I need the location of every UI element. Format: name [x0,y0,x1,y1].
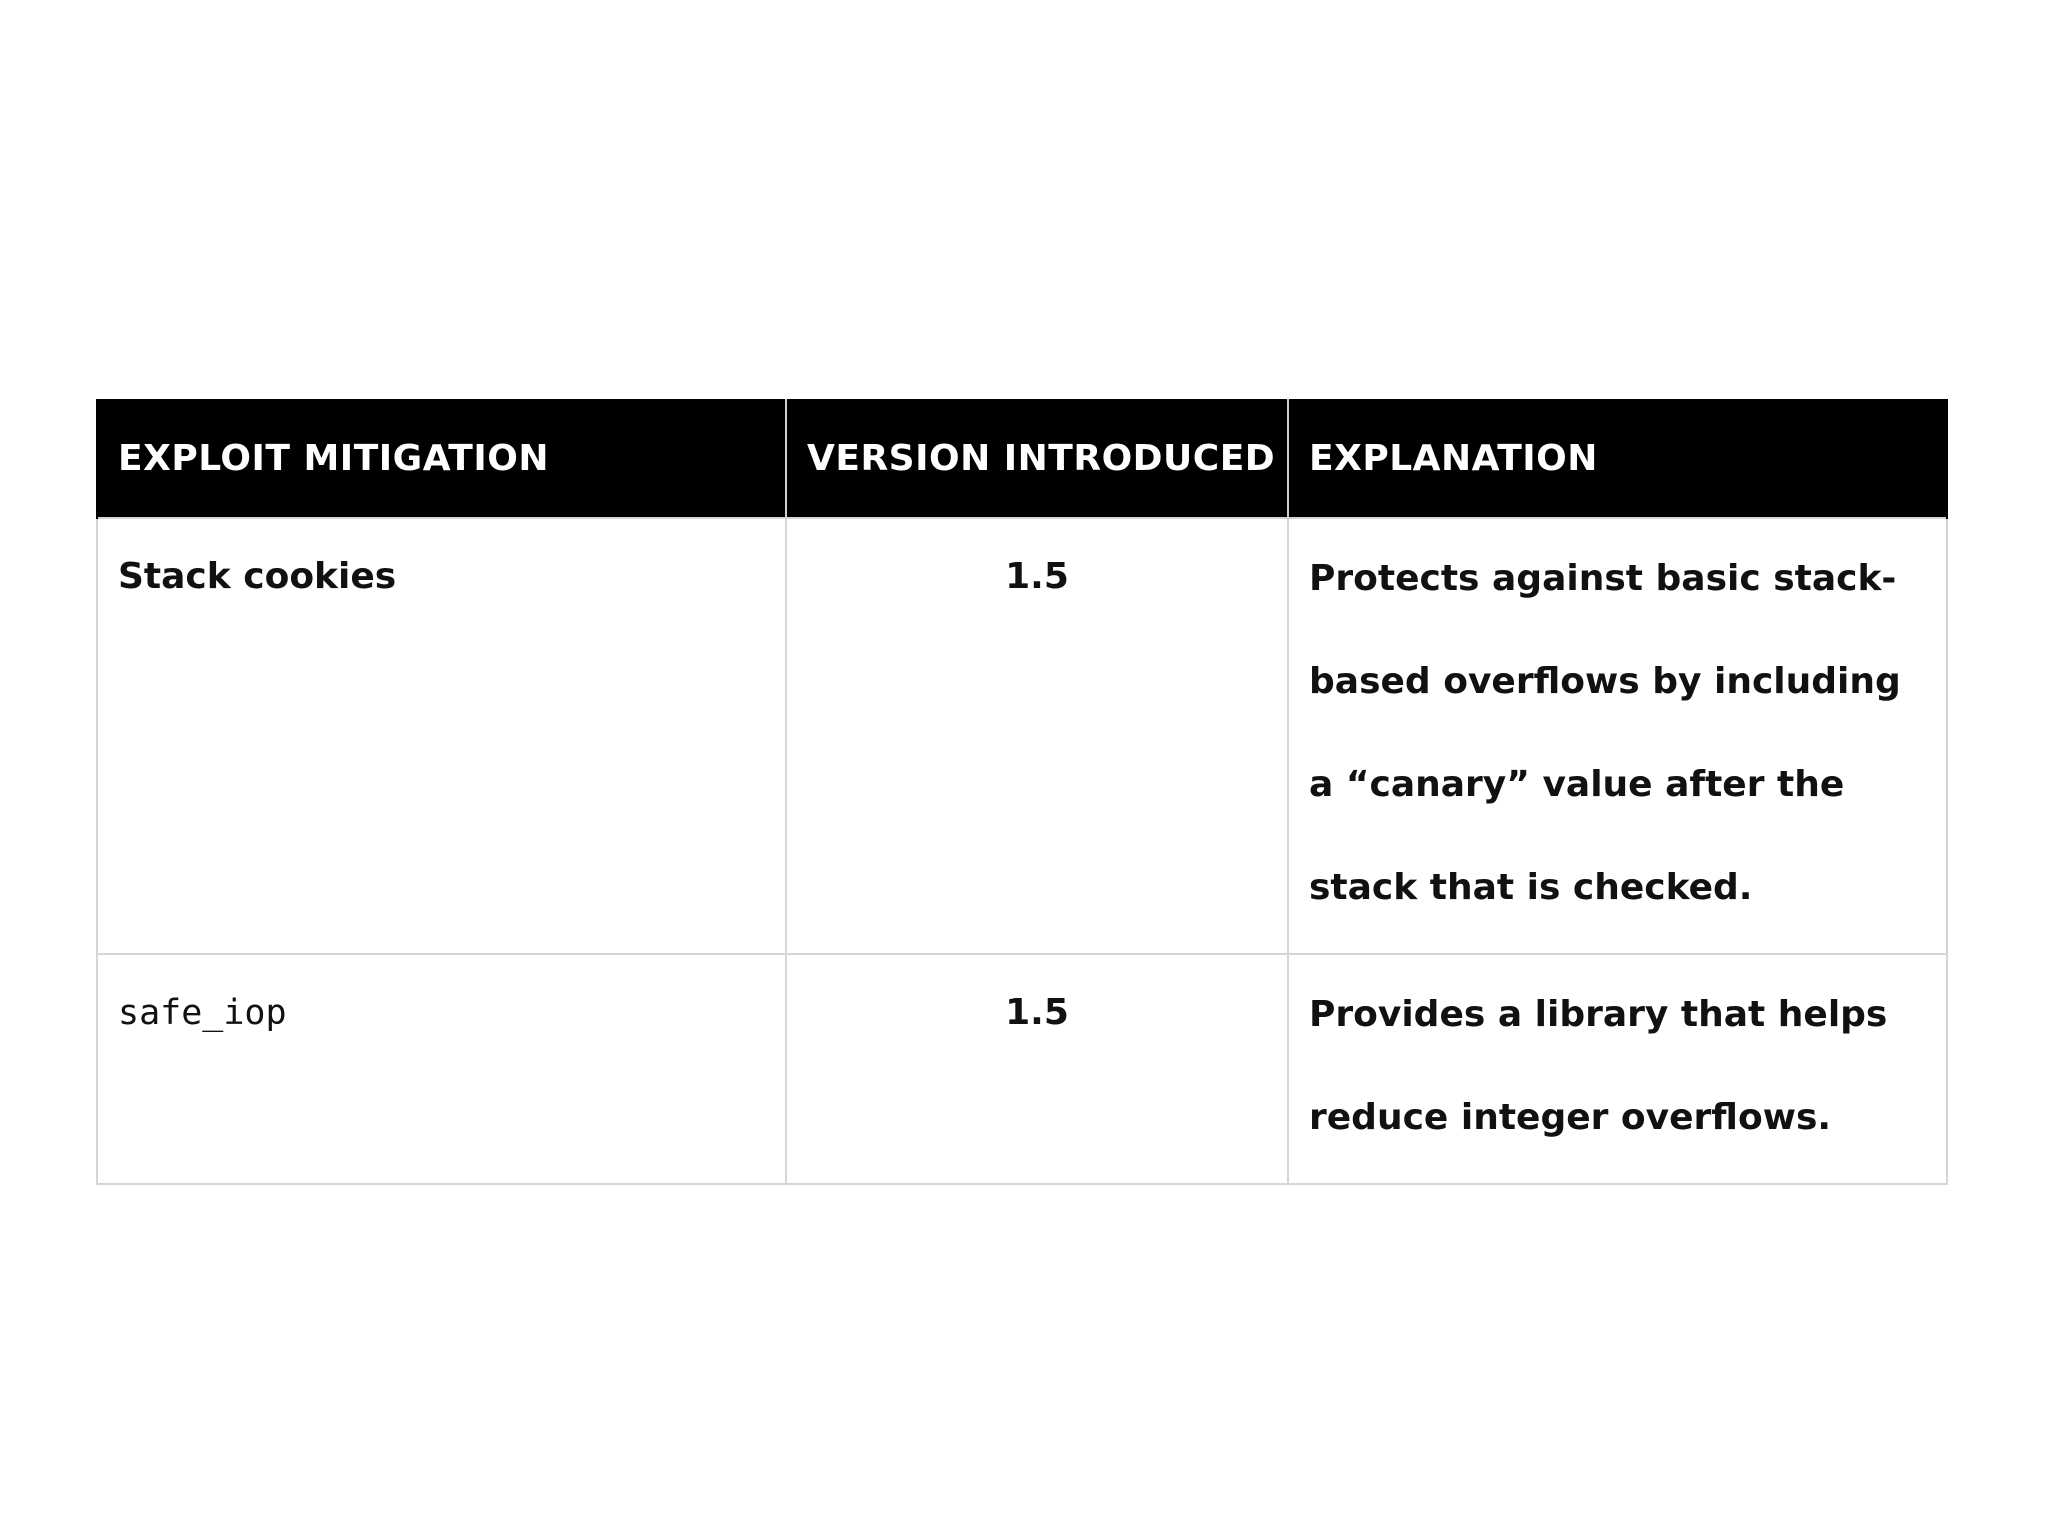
header-version-introduced: VERSION INTRODUCED [786,399,1288,518]
table-row [97,954,1947,1184]
exploit-mitigation-table [96,399,1948,1185]
cell-mitigation: Stack cookies [97,518,786,954]
table-row [97,518,1947,954]
header-row [97,399,1947,518]
cell-version: 1.5 [786,954,1288,1184]
cell-version: 1.5 [786,518,1288,954]
mitigation-table-container [96,399,1946,1185]
cell-explanation: Provides a library that helps reduce integer overflows. [1288,954,1947,1184]
cell-mitigation: safe_iop [97,954,786,1184]
cell-explanation: Protects against basic stack-based overflows by including a “canary” value after the stack that is checked. [1288,518,1947,954]
header-exploit-mitigation: EXPLOIT MITIGATION [97,399,786,518]
table-body [97,518,1947,1184]
header-explanation: EXPLANATION [1288,399,1947,518]
table-header [97,399,1947,518]
